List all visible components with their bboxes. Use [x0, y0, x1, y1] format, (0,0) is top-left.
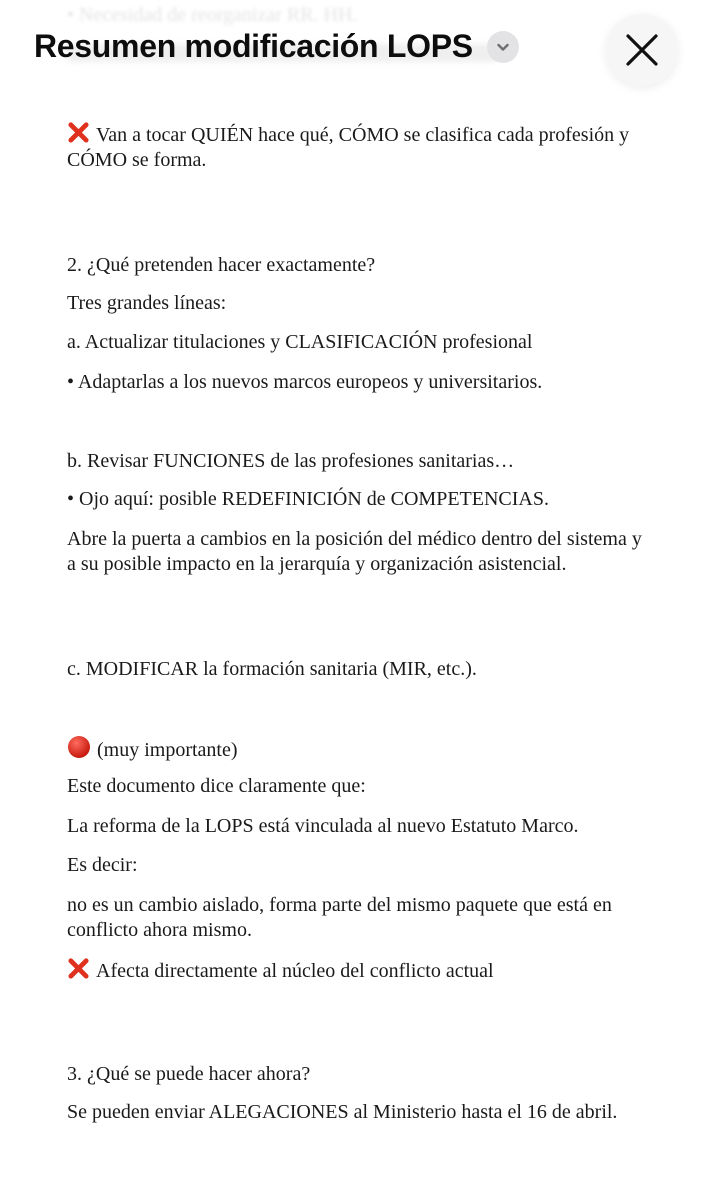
- paragraph-not-isolated: no es un cambio aislado, forma parte del mismo paquete que está en conflicto ahora mismo.: [67, 894, 612, 941]
- scrolled-text-ghost: • Necesidad de reorganizar RR. HH.: [67, 4, 358, 26]
- close-button[interactable]: [606, 14, 678, 86]
- paragraph-text: (muy importante): [97, 739, 238, 761]
- title-menu[interactable]: [34, 28, 519, 65]
- paragraph-position: Abre la puerta a cambios en la posición del médico dentro del sistema y a su posible impacto en la jerarquía y organización asistencial.: [67, 528, 642, 575]
- bullet-a: • Adaptarlas a los nuevos marcos europeos y universitarios.: [67, 371, 543, 393]
- paragraph-lines-intro: Tres grandes líneas:: [67, 292, 227, 314]
- cross-mark-icon: [67, 121, 90, 144]
- cross-mark-icon: [67, 957, 90, 980]
- close-icon: [625, 33, 659, 67]
- paragraph-warning-scope: [67, 121, 642, 173]
- title-dropdown-button[interactable]: [487, 31, 519, 63]
- chevron-down-icon: [495, 39, 511, 55]
- paragraph-document-says: Este documento dice claramente que:: [67, 775, 366, 797]
- paragraph-important: [67, 735, 642, 763]
- item-b: b. Revisar FUNCIONES de las profesiones sanitarias…: [67, 450, 515, 472]
- paragraph-alegaciones: Se pueden enviar ALEGACIONES al Ministerio hasta el 16 de abril.: [67, 1101, 618, 1123]
- bullet-b: • Ojo aquí: posible REDEFINICIÓN de COMPETENCIAS.: [67, 488, 549, 510]
- paragraph-es-decir: Es decir:: [67, 854, 138, 876]
- item-a: a. Actualizar titulaciones y CLASIFICACIÓN profesional: [67, 331, 533, 353]
- paragraph-text: Van a tocar QUIÉN hace qué, CÓMO se clasifica cada profesión y CÓMO se forma.: [67, 124, 630, 171]
- section-3-heading: 3. ¿Qué se puede hacer ahora?: [67, 1063, 311, 1085]
- item-c: c. MODIFICAR la formación sanitaria (MIR, etc.).: [67, 658, 477, 680]
- red-circle-icon: [67, 735, 91, 759]
- paragraph-linked: La reforma de la LOPS está vinculada al nuevo Estatuto Marco.: [67, 815, 579, 837]
- page-title: Resumen modificación LOPS: [34, 28, 473, 64]
- paragraph-text: Afecta directamente al núcleo del conflicto actual: [96, 960, 494, 982]
- sheet-header: [0, 0, 710, 100]
- section-2-heading: 2. ¿Qué pretenden hacer exactamente?: [67, 254, 376, 276]
- paragraph-warning-conflict: [67, 957, 642, 984]
